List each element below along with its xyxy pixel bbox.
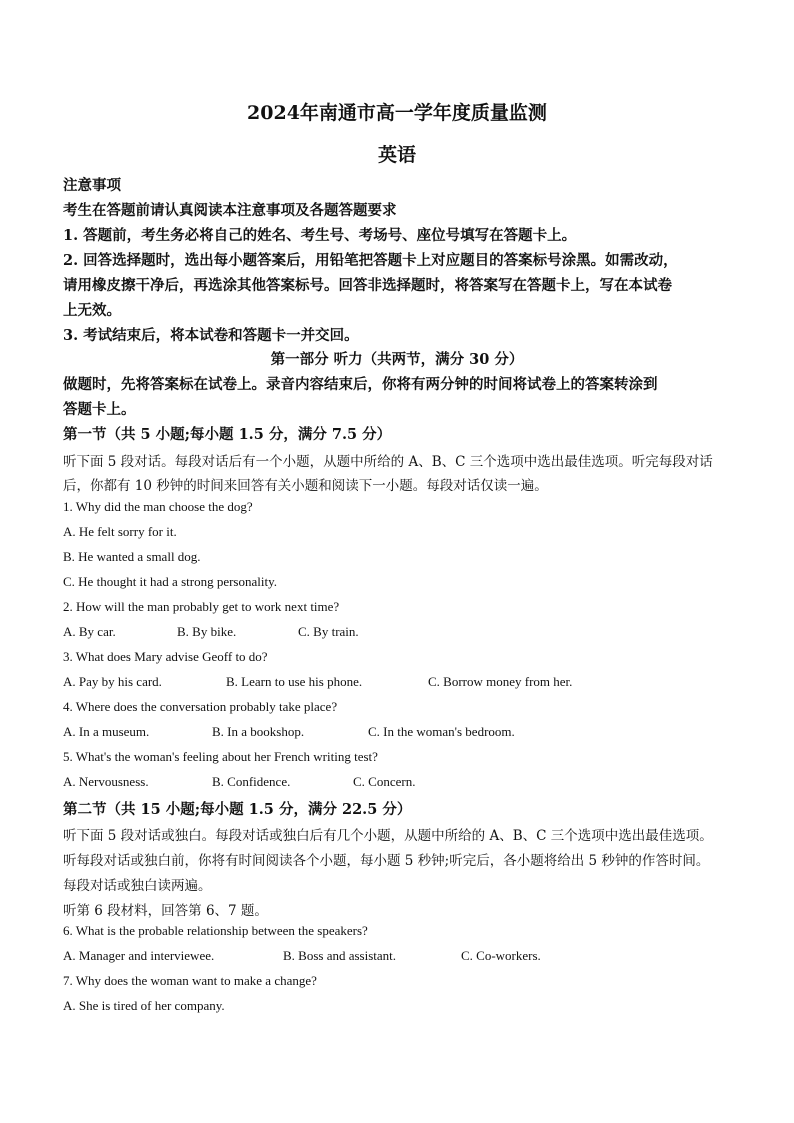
notice-item-2-line1: 2. 回答选择题时，选出每小题答案后，用铅笔把答题卡上对应题目的答案标号涂黑。如需改动， — [63, 252, 678, 269]
q5-option-c: C. Concern. — [353, 774, 416, 789]
q6-option-c: C. Co-workers. — [461, 948, 541, 963]
notice-item-2-line2: 请用橡皮擦干净后，再选涂其他答案标号。回答非选择题时，将答案写在答题卡上，写在本试卷 — [63, 277, 672, 294]
q1-option-a: A. He felt sorry for it. — [63, 524, 177, 539]
notice-item-2-line3: 上无效。 — [63, 302, 121, 319]
section2-heading: 第二节（共 15 小题;每小题 1.5 分，满分 22.5 分） — [63, 801, 412, 818]
question-5: 5. What's the woman's feeling about her French writing test? — [63, 749, 378, 764]
q6-option-a: A. Manager and interviewee. — [63, 948, 215, 963]
q5-option-b: B. Confidence. — [212, 774, 291, 789]
question-4: 4. Where does the conversation probably take place? — [63, 699, 338, 714]
exam-title: 2024年南通市高一学年度质量监测 — [247, 102, 547, 124]
q4-option-b: B. In a bookshop. — [212, 724, 305, 739]
section1-heading: 第一节（共 5 小题;每小题 1.5 分，满分 7.5 分） — [63, 426, 392, 443]
section1-instruction-line1: 听下面 5 段对话。每段对话后有一个小题，从题中所给的 A、B、C 三个选项中选出最佳选项。听完每段对话 — [63, 454, 713, 470]
question-3: 3. What does Mary advise Geoff to do? — [63, 649, 268, 664]
notice-item-3: 3. 考试结束后，将本试卷和答题卡一并交回。 — [63, 327, 359, 344]
section2-instruction-line2: 听每段对话或独白前，你将有时间阅读各个小题，每小题 5 秒钟;听完后，各小题将给出 5 秒钟的作答时间。 — [63, 853, 710, 869]
q6-option-b: B. Boss and assistant. — [283, 948, 397, 963]
part1-instruction-line1: 做题时，先将答案标在试卷上。录音内容结束后，你将有两分钟的时间将试卷上的答案转涂到 — [63, 376, 658, 393]
material-6-note: 听第 6 段材料，回答第 6、7 题。 — [63, 903, 268, 919]
section2-instruction-line1: 听下面 5 段对话或独白。每段对话或独白后有几个小题，从题中所给的 A、B、C 三个选项中选出最佳选项。 — [63, 828, 713, 844]
q2-option-a: A. By car. — [63, 624, 116, 639]
q3-option-a: A. Pay by his card. — [63, 674, 162, 689]
section1-instruction-line2: 后，你都有 10 秒钟的时间来回答有关小题和阅读下一小题。每段对话仅读一遍。 — [63, 478, 548, 494]
q3-option-c: C. Borrow money from her. — [428, 674, 573, 689]
subject-title: 英语 — [377, 144, 416, 166]
notice-item-1: 1. 答题前，考生务必将自己的姓名、考生号、考场号、座位号填写在答题卡上。 — [63, 227, 577, 244]
q2-option-c: C. By train. — [298, 624, 359, 639]
q3-option-b: B. Learn to use his phone. — [226, 674, 363, 689]
q7-option-a: A. She is tired of her company. — [63, 998, 225, 1013]
part1-heading: 第一部分 听力（共两节，满分 30 分） — [270, 351, 524, 368]
question-1: 1. Why did the man choose the dog? — [63, 499, 253, 514]
part1-instruction-line2: 答题卡上。 — [63, 401, 136, 418]
q4-option-c: C. In the woman's bedroom. — [368, 724, 515, 739]
q4-option-a: A. In a museum. — [63, 724, 150, 739]
notice-heading: 注意事项 — [63, 177, 121, 194]
notice-intro: 考生在答题前请认真阅读本注意事项及各题答题要求 — [63, 202, 397, 219]
q5-option-a: A. Nervousness. — [63, 774, 149, 789]
q2-option-b: B. By bike. — [177, 624, 237, 639]
question-2: 2. How will the man probably get to work next time? — [63, 599, 340, 614]
question-7: 7. Why does the woman want to make a change? — [63, 973, 317, 988]
section2-instruction-line3: 每段对话或独白读两遍。 — [63, 878, 212, 894]
question-6: 6. What is the probable relationship between the speakers? — [63, 923, 368, 938]
q1-option-b: B. He wanted a small dog. — [63, 549, 201, 564]
q1-option-c: C. He thought it had a strong personality. — [63, 574, 277, 589]
